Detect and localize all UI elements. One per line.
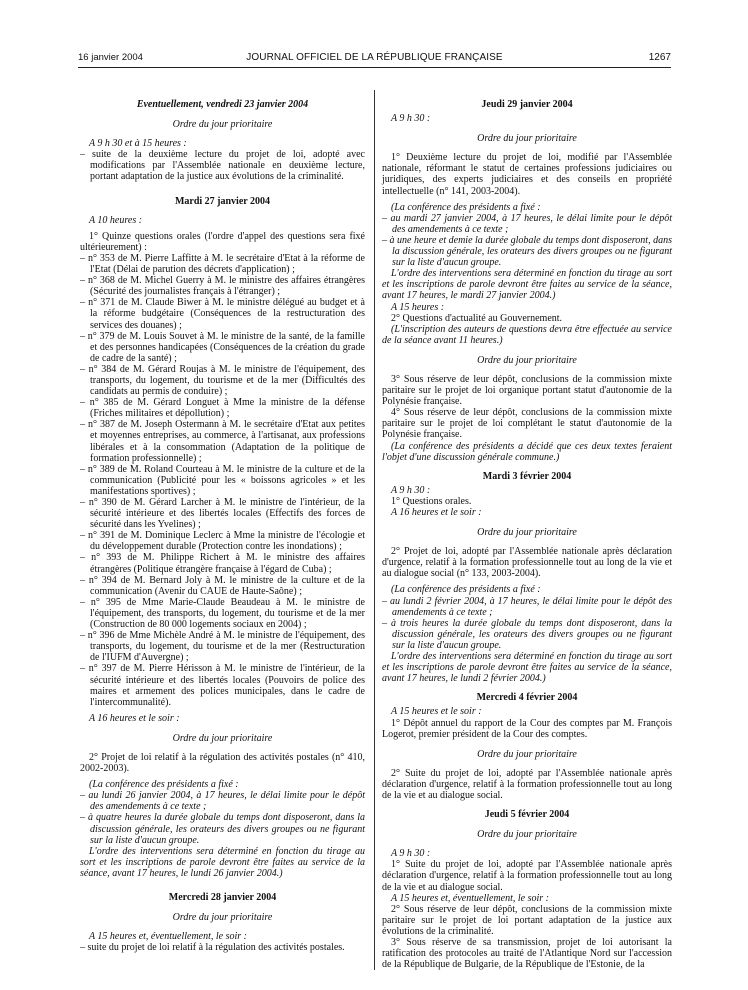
time-slot: A 9 h 30 et à 15 heures : <box>89 138 187 150</box>
question-item: – n° 396 de Mme Michèle André à M. le ministre de l'équipement, des transports, du logement, du tourisme et de la mer (Restructuration de l'IUFM d'Auvergne) ; <box>80 630 365 664</box>
section-heading: Eventuellement, vendredi 23 janvier 2004 <box>136 99 309 110</box>
page-header <box>78 52 671 66</box>
question-item: – n° 394 de M. Bernard Joly à M. le ministre de la culture et de la communication (Avenir du CAUE de Haute-Saône) ; <box>80 574 365 597</box>
agenda-item: 1° Deuxième lecture du projet de loi, modifié par l'Assemblée nationale, réformant le statut de certaines professions judiciaires ou juridiques, des experts judiciaires et des conseils en propriété intellectuelle (n° 141, 2003-2004). <box>382 152 672 197</box>
conference-note: L'ordre des interventions sera déterminé en fonction du tirage au sort et les inscriptions de parole devront être faites au service de la séance, avant 17 heures, le mardi 27 janvier 2004.) <box>382 268 672 302</box>
header-date: 16 janvier 2004 <box>78 52 143 63</box>
conference-note: (La conférence des présidents a fixé : <box>391 584 541 596</box>
conference-note: (La conférence des présidents a fixé : <box>391 201 541 213</box>
agenda-label: Ordre du jour prioritaire <box>172 912 273 924</box>
question-item: – n° 391 de M. Dominique Leclerc à Mme la ministre de l'écologie et du développement durable (Protection contre les inondations) ; <box>80 530 365 553</box>
agenda-item: – suite de la deuxième lecture du projet de loi, adopté avec modifications par l'Assemblée nationale en deuxième lecture, portant adaptation de la justice aux évolutions de la criminalité. <box>80 149 365 183</box>
section-heading: Mercredi 4 février 2004 <box>476 692 578 704</box>
time-slot: A 15 heures et, éventuellement, le soir : <box>89 931 248 943</box>
header-journal-title: JOURNAL OFFICIEL DE LA RÉPUBLIQUE FRANÇAISE <box>246 52 503 63</box>
time-slot: A 9 h 30 : <box>391 113 431 125</box>
time-slot: A 16 heures et le soir : <box>89 712 180 724</box>
question-item: – n° 353 de M. Pierre Laffitte à M. le secrétaire d'Etat à la réforme de l'Etat (Délai de parution des décrets d'application) ; <box>80 252 365 276</box>
question-item: – n° 371 de M. Claude Biwer à M. le ministre délégué au budget et à la réforme budgétaire (Conséquences de la restructuration des services des douanes) ; <box>80 297 365 331</box>
question-item: – n° 395 de Mme Marie-Claude Beaudeau à M. le ministre de l'équipement, des transports, du logement, du tourisme et de la mer (Construction de 80 000 logements sociaux en 2004) ; <box>80 596 365 631</box>
conference-note: (La conférence des présidents a fixé : <box>89 779 239 791</box>
conference-note: (L'inscription des auteurs de questions devra être effectuée au service de la séance avant 11 heures.) <box>382 323 672 346</box>
column-divider <box>374 90 375 970</box>
agenda-label: Ordre du jour prioritaire <box>477 748 577 760</box>
left-column <box>80 96 365 953</box>
header-rule <box>78 67 671 68</box>
section-heading: Mercredi 28 janvier 2004 <box>168 892 277 903</box>
section-heading: Mardi 3 février 2004 <box>482 470 572 482</box>
agenda-item: 2° Sous réserve de leur dépôt, conclusions de la commission mixte paritaire sur le projet de loi portant adaptation de la justice aux évolutions de la criminalité. <box>382 903 672 937</box>
question-item: – n° 389 de M. Roland Courteau à M. le ministre de la culture et de la communication (Publicité pour les « boissons agricoles » et les manifestations sportives) ; <box>80 463 365 497</box>
agenda-item: – suite du projet de loi relatif à la régulation des activités postales. <box>80 942 345 954</box>
question-item: – n° 390 de M. Gérard Larcher à M. le ministre de l'intérieur, de la sécurité intérieure et des libertés locales (Effectifs des forces de sécurité dans les Yvelines) ; <box>80 497 365 531</box>
agenda-label: Ordre du jour prioritaire <box>172 732 273 744</box>
conference-item: – au lundi 26 janvier 2004, à 17 heures, le délai limite pour le dépôt des amendements à ce texte ; <box>80 790 365 813</box>
time-slot: A 10 heures : <box>89 214 143 226</box>
conference-note: L'ordre des interventions sera déterminé en fonction du tirage au sort et les inscriptions de parole devront être faites au service de la séance, avant 17 heures, le lundi 26 janvier 2004.) <box>80 845 365 879</box>
question-item: – n° 397 de M. Pierre Hérisson à M. le ministre de l'intérieur, de la sécurité intérieure et des libertés locales (Pouvoirs de police des maires et armement des polices municipales, dans le cadre de l'intercommunalité). <box>80 663 365 708</box>
agenda-label: Ordre du jour prioritaire <box>477 829 577 841</box>
right-column <box>382 96 672 970</box>
agenda-item: 1° Questions orales. <box>391 495 472 507</box>
agenda-label: Ordre du jour prioritaire <box>477 527 577 539</box>
agenda-item: 2° Suite du projet de loi, adopté par l'Assemblée nationale après déclaration d'urgence, relatif à la formation professionnelle tout au long de la vie et au dialogue social. <box>382 767 672 801</box>
agenda-item: 1° Quinze questions orales (l'ordre d'appel des questions sera fixé ultérieurement) : <box>80 230 365 253</box>
question-item: – n° 368 de M. Michel Guerry à M. le ministre des affaires étrangères (Sécurité des journalistes français à l'étranger) ; <box>80 275 365 298</box>
section-heading: Jeudi 5 février 2004 <box>484 809 570 821</box>
section-heading: Mardi 27 janvier 2004 <box>174 195 271 207</box>
agenda-item: 2° Projet de loi relatif à la régulation des activités postales (n° 410, 2002-2003). <box>80 751 365 775</box>
question-item: – n° 393 de M. Philippe Richert à M. le ministre des affaires étrangères (Politique étrangère française à l'égard de Cuba) ; <box>80 552 365 575</box>
agenda-item: 2° Projet de loi, adopté par l'Assemblée nationale après déclaration d'urgence, relatif à la formation professionnelle tout au long de la vie et au dialogue social (n° 133, 2003-2004). <box>382 546 672 580</box>
agenda-label: Ordre du jour prioritaire <box>172 119 273 131</box>
section-heading: Jeudi 29 janvier 2004 <box>481 99 573 110</box>
conference-item: – à quatre heures la durée globale du temps dont disposeront, dans la discussion générale, les orateurs des divers groupes ou ne figurant sur la liste d'aucun groupe. <box>80 812 365 846</box>
agenda-item: 3° Sous réserve de sa transmission, projet de loi autorisant la ratification des protocoles au traité de l'Atlantique Nord sur l'accession de la République de Bulgarie, de la République de l'Estonie, de la <box>382 937 672 971</box>
conference-item: – au lundi 2 février 2004, à 17 heures, le délai limite pour le dépôt des amendements à ce texte ; <box>382 595 672 618</box>
question-item: – n° 385 de M. Gérard Longuet à Mme la ministre de la défense (Friches militaires et dépollution) ; <box>80 397 365 420</box>
agenda-item: 4° Sous réserve de leur dépôt, conclusions de la commission mixte paritaire sur le projet de loi complétant le statut d'autonomie de la Polynésie française. <box>382 407 672 441</box>
conference-note: (La conférence des présidents a décidé que ces deux textes feraient l'objet d'une discussion générale commune.) <box>382 440 672 463</box>
agenda-item: 1° Suite du projet de loi, adopté par l'Assemblée nationale après déclaration d'urgence, relatif à la formation professionnelle tout au long de la vie et au dialogue social. <box>382 859 672 893</box>
question-item: – n° 384 de M. Gérard Roujas à M. le ministre de l'équipement, des transports, du logement, du tourisme et de la mer (Difficultés des candidats au permis de conduire) ; <box>80 363 365 398</box>
question-item: – n° 387 de M. Joseph Ostermann à M. le secrétaire d'Etat aux petites et moyennes entreprises, au commerce, à l'artisanat, aux professions libérales et à la consommation (Adaptation de la politique de formation professionnelle) ; <box>80 419 365 464</box>
time-slot: A 15 heures : <box>391 301 445 313</box>
time-slot: A 15 heures et le soir : <box>391 706 482 718</box>
agenda-item: 1° Dépôt annuel du rapport de la Cour des comptes par M. François Logerot, premier président de la Cour des comptes. <box>382 717 672 740</box>
agenda-label: Ordre du jour prioritaire <box>477 133 577 145</box>
time-slot: A 15 heures et, éventuellement, le soir : <box>391 892 550 904</box>
conference-item: – à trois heures la durée globale du temps dont disposeront, dans la discussion générale, les orateurs des divers groupes ou ne figurant sur la liste d'aucun groupe. <box>382 617 672 651</box>
question-item: – n° 379 de M. Louis Souvet à M. le ministre de la santé, de la famille et des personnes handicapées (Conséquences de la création du grade de cadre de la santé) ; <box>80 330 365 364</box>
conference-item: – au mardi 27 janvier 2004, à 17 heures, le délai limite pour le dépôt des amendements à ce texte ; <box>382 212 672 235</box>
time-slot: A 9 h 30 : <box>391 848 431 860</box>
header-page-number: 1267 <box>648 52 671 63</box>
agenda-item: 3° Sous réserve de leur dépôt, conclusions de la commission mixte paritaire sur le projet de loi organique portant statut d'autonomie de la Polynésie française. <box>382 373 672 408</box>
time-slot: A 9 h 30 : <box>391 484 431 496</box>
conference-item: – à une heure et demie la durée globale du temps dont disposeront, dans la discussion générale, les orateurs des divers groupes ou ne figurant sur la liste d'aucun groupe. <box>382 234 672 269</box>
agenda-item: 2° Questions d'actualité au Gouvernement. <box>391 312 563 324</box>
conference-note: L'ordre des interventions sera déterminé en fonction du tirage au sort et les inscriptions de parole devront être faites au service de la séance, avant 17 heures, le lundi 2 février 2004.) <box>382 651 672 685</box>
time-slot: A 16 heures et le soir : <box>391 507 482 518</box>
agenda-label: Ordre du jour prioritaire <box>477 354 577 366</box>
